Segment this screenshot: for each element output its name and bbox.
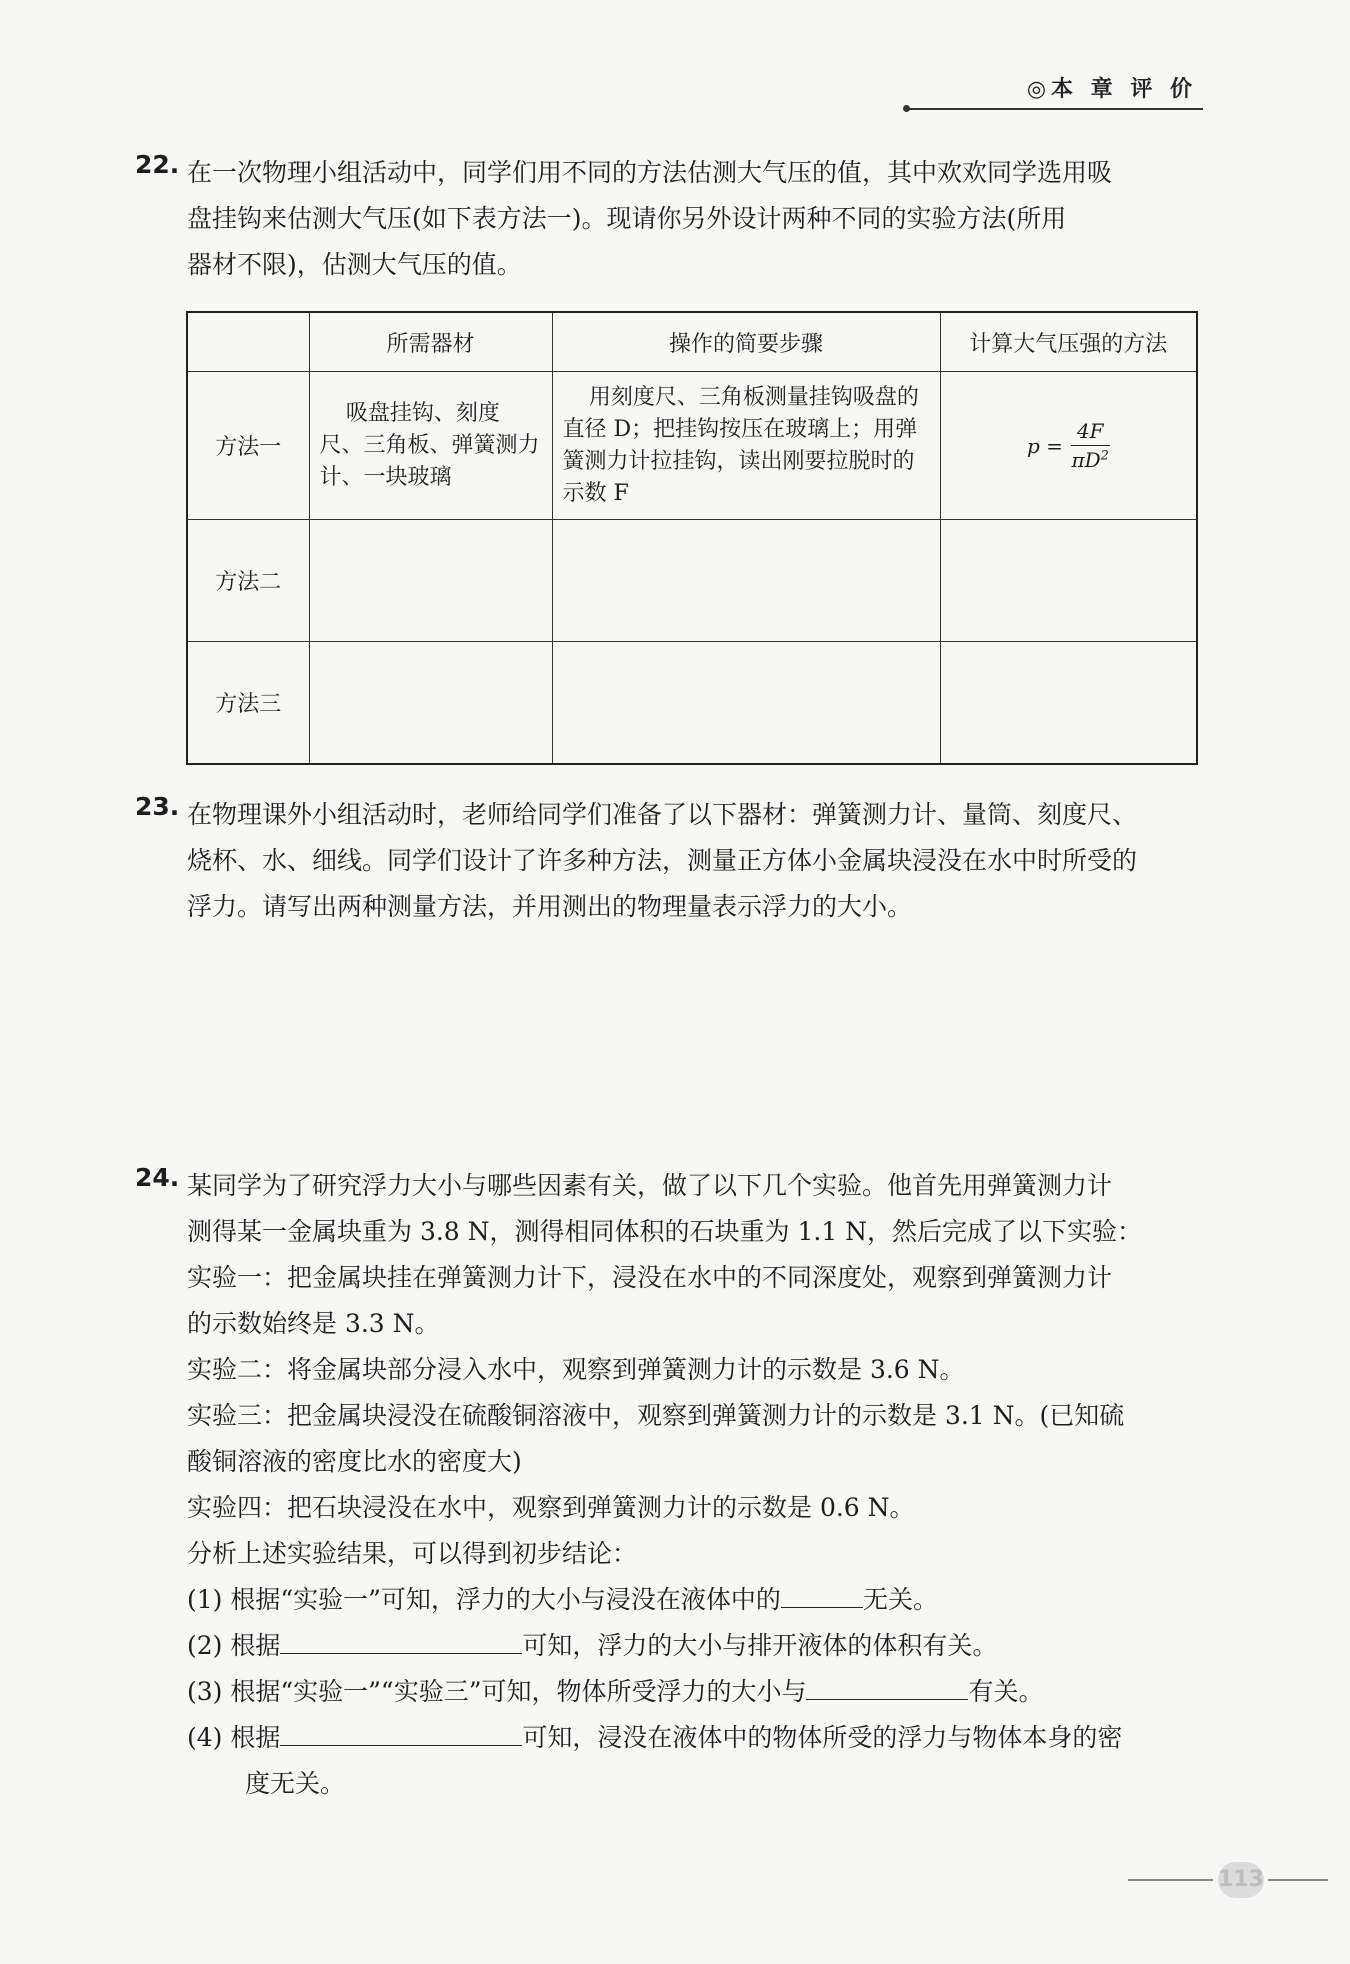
question-line: 实验四：把石块浸没在水中，观察到弹簧测力计的示数是 0.6 N。 (187, 1493, 915, 1522)
question-number: 24. (135, 1163, 180, 1192)
sub-question-text: 可知，浮力的大小与排开液体的体积有关。 (522, 1631, 998, 1660)
header-cell-formula: 计算大气压强的方法 (940, 312, 1197, 372)
answer-cell[interactable] (940, 642, 1197, 764)
materials-cell: 吸盘挂钩、刻度尺、三角板、弹簧测力计、一块玻璃 (309, 372, 552, 520)
question-line: 烧杯、水、细线。同学们设计了许多种方法，测量正方体小金属块浸没在水中时所受的 (187, 846, 1138, 875)
table-row (187, 520, 1197, 642)
method-label: 方法一 (187, 372, 309, 520)
page-number: 113 (1218, 1862, 1264, 1898)
sub-question-text: (3) 根据“实验一”“实验三”可知，物体所受浮力的大小与 (187, 1677, 807, 1706)
table-row (187, 642, 1197, 764)
question-line: 分析上述实验结果，可以得到初步结论： (187, 1539, 638, 1568)
answer-blank[interactable] (280, 1625, 522, 1654)
header-cell (187, 312, 309, 372)
chapter-title: ◎本 章 评 价 (1026, 77, 1197, 102)
question-line: 实验二：将金属块部分浸入水中，观察到弹簧测力计的示数是 3.6 N。 (187, 1355, 965, 1384)
question-line: 实验三：把金属块浸没在硫酸铜溶液中，观察到弹簧测力计的示数是 3.1 N。(已知硫 (187, 1401, 1125, 1430)
formula-numerator: 4F (1071, 419, 1110, 446)
question-number: 22. (135, 150, 180, 179)
sub-question-3 (187, 1669, 1205, 1715)
answer-blank[interactable] (781, 1579, 863, 1608)
methods-table (186, 311, 1198, 765)
table-row (187, 372, 1197, 520)
question-line: 浮力。请写出两种测量方法，并用测出的物理量表示浮力的大小。 (187, 892, 913, 921)
header-cell-steps: 操作的简要步骤 (552, 312, 940, 372)
answer-cell[interactable] (552, 520, 940, 642)
answer-cell[interactable] (552, 642, 940, 764)
sub-question-text: 有关。 (968, 1677, 1044, 1706)
question-line: 盘挂钩来估测大气压(如下表方法一)。现请你另外设计两种不同的实验方法(所用 (187, 204, 1067, 233)
footer-rule (1128, 1879, 1213, 1881)
question-line: 酸铜溶液的密度比水的密度大) (187, 1447, 522, 1476)
sub-question-text: (2) 根据 (187, 1631, 281, 1660)
sub-question-text: 无关。 (862, 1585, 938, 1614)
question-line: 某同学为了研究浮力大小与哪些因素有关，做了以下几个实验。他首先用弹簧测力计 (187, 1171, 1113, 1200)
answer-blank[interactable] (806, 1671, 968, 1700)
formula-cell (940, 372, 1197, 520)
sub-question-1 (187, 1577, 1205, 1623)
answer-cell[interactable] (309, 642, 552, 764)
answer-blank[interactable] (280, 1717, 522, 1746)
answer-cell[interactable] (940, 520, 1197, 642)
question-line: 在物理课外小组活动时，老师给同学们准备了以下器材：弹簧测力计、量筒、刻度尺、 (187, 800, 1138, 829)
header-cell-materials: 所需器材 (309, 312, 552, 372)
sub-question-text: (1) 根据“实验一”可知，浮力的大小与浸没在液体中的 (187, 1585, 781, 1614)
sub-question-text: 可知，浸没在液体中的物体所受的浮力与物体本身的密 (522, 1723, 1123, 1752)
answer-cell[interactable] (309, 520, 552, 642)
page-footer (1128, 1862, 1328, 1902)
header-rule (905, 108, 1203, 110)
question-line: 器材不限)，估测大气压的值。 (187, 250, 522, 279)
question-line: 测得某一金属块重为 3.8 N，测得相同体积的石块重为 1.1 N，然后完成了以下实验： (187, 1217, 1143, 1246)
method-label: 方法二 (187, 520, 309, 642)
sub-question-4 (187, 1715, 1205, 1761)
question-number: 23. (135, 792, 180, 821)
steps-cell: 用刻度尺、三角板测量挂钩吸盘的直径 D；把挂钩按压在玻璃上；用弹簧测力计拉挂钩，读出刚要拉脱时的示数 F (552, 372, 940, 520)
question-23 (135, 792, 1205, 930)
footer-rule (1268, 1879, 1328, 1881)
question-22 (135, 150, 1205, 288)
pressure-formula (1027, 419, 1110, 472)
question-line: 的示数始终是 3.3 N。 (187, 1309, 440, 1338)
question-line: 在一次物理小组活动中，同学们用不同的方法估测大气压的值，其中欢欢同学选用吸 (187, 158, 1113, 187)
chapter-header (905, 72, 1203, 110)
question-line: 实验一：把金属块挂在弹簧测力计下，浸没在水中的不同深度处，观察到弹簧测力计 (187, 1263, 1113, 1292)
formula-lhs: p = (1026, 433, 1063, 458)
formula-denominator: πD (1071, 448, 1101, 472)
formula-exponent: 2 (1100, 448, 1109, 464)
sub-question-2 (187, 1623, 1205, 1669)
sub-question-text: (4) 根据 (187, 1723, 281, 1752)
sub-question-4-continued: 度无关。 (245, 1769, 346, 1798)
question-24 (135, 1163, 1205, 1807)
table-header-row (187, 312, 1197, 372)
method-label: 方法三 (187, 642, 309, 764)
